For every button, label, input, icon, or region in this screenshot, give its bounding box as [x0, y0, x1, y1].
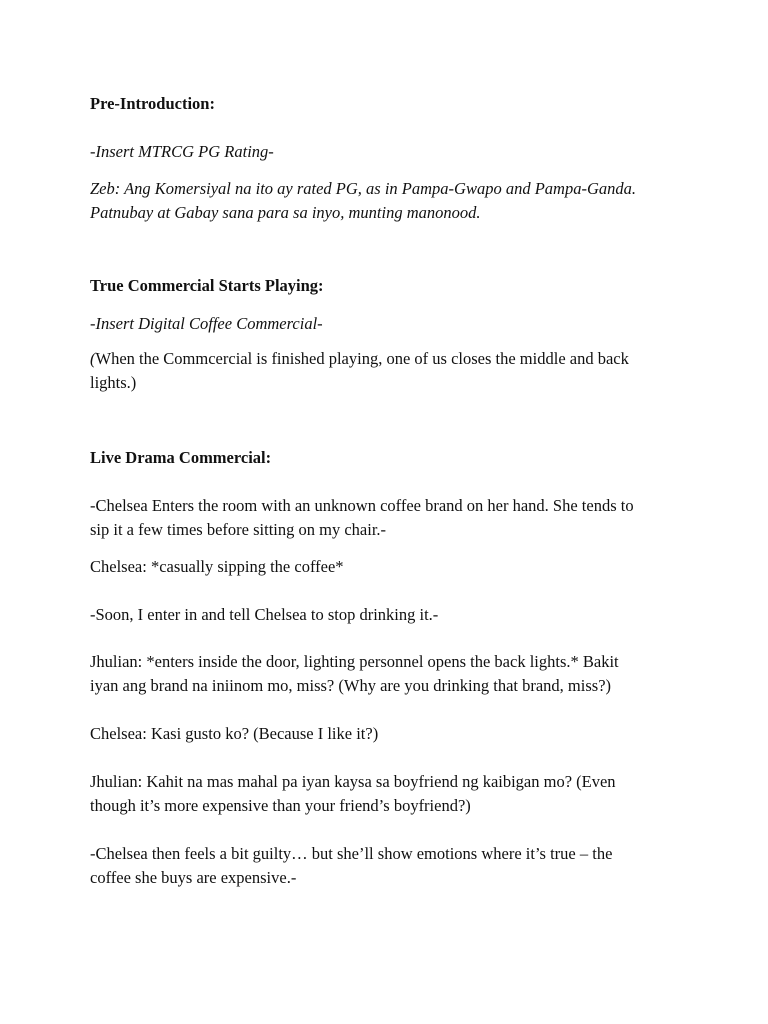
action-line: -Chelsea Enters the room with an unknown coffee brand on her hand. She tends to — [90, 496, 634, 515]
pre-introduction-heading: Pre-Introduction: — [90, 94, 215, 113]
stage-direction-line: lights.) — [90, 373, 137, 392]
stage-direction-text: When the Commcercial is finished playing, one of us closes the middle and back — [95, 349, 629, 368]
true-commercial-heading: True Commercial Starts Playing: — [90, 276, 324, 295]
chelsea-enters-action — [90, 494, 690, 542]
dialogue-line: Jhulian: Kahit na mas mahal pa iyan kaysa sa boyfriend ng kaibigan mo? (Even — [90, 772, 616, 791]
open-paren: ( — [90, 349, 96, 368]
chelsea-sipping-line: Chelsea: *casually sipping the coffee* — [90, 557, 344, 576]
dialogue-line: Jhulian: *enters inside the door, lighting personnel opens the back lights.* Bakit — [90, 652, 619, 671]
jhulian-dialogue-1 — [90, 650, 690, 698]
jhulian-dialogue-2 — [90, 770, 690, 818]
digital-coffee-insert-text: -Insert Digital Coffee Commercial- — [90, 314, 323, 333]
zeb-dialogue — [90, 177, 690, 225]
digital-coffee-insert-note — [90, 312, 690, 336]
action-line: sip it a few times before sitting on my chair.- — [90, 520, 387, 539]
stage-direction-lights — [90, 347, 690, 395]
action-line: -Chelsea then feels a bit guilty… but she’ll show emotions where it’s true – the — [90, 844, 613, 863]
zeb-dialogue-line: Zeb: Ang Komersiyal na ito ay rated PG, as in Pampa-Gwapo and Pampa-Ganda. — [90, 179, 636, 198]
dialogue-line: iyan ang brand na iniinom mo, miss? (Why are you drinking that brand, miss?) — [90, 676, 612, 695]
dialogue-line: though it’s more expensive than your friend’s boyfriend?) — [90, 796, 471, 815]
action-line: coffee she buys are expensive.- — [90, 868, 297, 887]
chelsea-dialogue-2: Chelsea: Kasi gusto ko? (Because I like it?) — [90, 724, 379, 743]
zeb-dialogue-line: Patnubay at Gabay sana para sa inyo, munting manonood. — [90, 203, 481, 222]
chelsea-guilty-action — [90, 842, 690, 890]
stage-direction-line — [90, 347, 690, 371]
jhulian-enters-action: -Soon, I enter in and tell Chelsea to stop drinking it.- — [90, 605, 439, 624]
live-drama-heading: Live Drama Commercial: — [90, 448, 272, 467]
mtrcg-rating-note: -Insert MTRCG PG Rating- — [90, 142, 274, 161]
